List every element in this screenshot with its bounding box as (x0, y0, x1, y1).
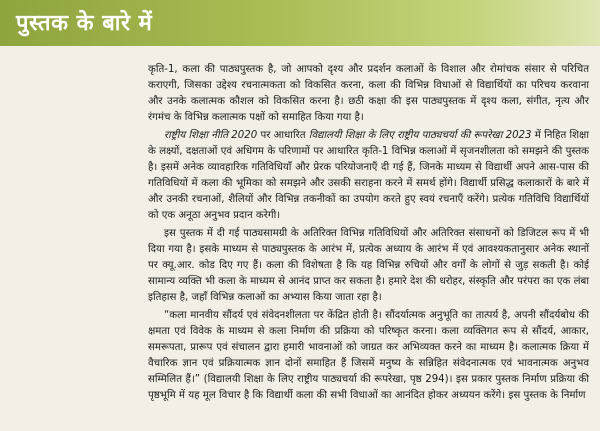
paragraph-3: इस पुस्तक में दी गई पाठ्यसामग्री के अतिरिक्त विभिन्न गतिविधियों और अतिरिक्त संसाधनों को डिजिटल रूप में भी दिया गया है। इसके माध्यम से पाठ्यपुस्तक के आरंभ में, प्रत्येक अध्याय के आरंभ में एवं आवश्यकतानुसार अनेक स्थानों पर क्यू.आर. कोड दिए गए हैं। कला की विशेषता है कि यह विभिन्न रुचियों और वर्गों के लोगों से जुड़ सकती है। कोई सामान्य व्यक्ति भी कला के माध्यम से आनंद प्राप्त कर सकता है। हमारे देश की धरोहर, संस्कृति और परंपरा का एक लंबा इतिहास है, जहाँ विभिन्न कलाओं का अभ्यास किया जाता रहा है। (148, 228, 589, 303)
body-text (148, 62, 589, 406)
policy-title: राष्ट्रीय शिक्षा नीति 2020 (164, 130, 258, 141)
paragraph-2 (148, 128, 589, 224)
paragraph-2-body: में निहित शिक्षा के लक्ष्यों, दक्षताओं एवं अधिगम के परिणामों पर आधारित कृति-1 विभिन्न कलाओं में सृजनशीलता को समझने की पुस्तक है। इसमें अनेक व्यावहारिक गतिविधियाँ और प्रेरक परियोजनाएँ दी गई हैं, जिनके माध्यम से विद्यार्थी अपने आस-पास की गतिविधियों में कला की भूमिका को समझने और उसकी सराहना करने में समर्थ होंगे। विद्यार्थी प्रसिद्ध कलाकारों के बारे में और उनकी रचनाओं, शैलियों और विभिन्न तकनीकों का उपयोग करते हुए स्वयं रचनाएँ करेंगे। प्रत्येक गतिविधि विद्यार्थियों को एक अनूठा अनुभव प्रदान करेगी। (148, 130, 589, 221)
paragraph-4: “कला मानवीय सौंदर्य एवं संवेदनशीलता पर केंद्रित होती है। सौंदर्यात्मक अनुभूति का तात्पर्य है, अपनी सौंदर्यबोध की क्षमता एवं विवेक के माध्यम से कला निर्माण की प्रक्रिया को परिष्कृत करना। कला व्यक्तिगत रूप से सौंदर्य, आकार, समरूपता, प्रारूप एवं संचालन द्वारा हमारी भावनाओं को जाग्रत कर अभिव्यक्त करने का माध्यम है। कलात्मक क्रिया में वैचारिक ज्ञान एवं प्रक्रियात्मक ज्ञान दोनों समाहित हैं जिसमें मनुष्य के सन्निहित संवेदनात्मक एवं भावनात्मक अनुभव सम्मिलित हैं।” (विद्यालयी शिक्षा के लिए राष्ट्रीय पाठ्यचर्या की रूपरेखा, पृष्ठ 294)। इस प्रकार पुस्तक निर्माण प्रक्रिया की पृष्ठभूमि में यह मूल विचार है कि विद्यार्थी कला की सभी विधाओं का आनंदित होकर अध्ययन करेंगे। इस पुस्तक के निर्माण (148, 310, 589, 401)
section-header-bar (0, 0, 600, 46)
paragraph-2-connector: पर आधारित (257, 130, 309, 141)
section-title: पुस्तक के बारे में (16, 11, 153, 36)
framework-title: विद्यालयी शिक्षा के लिए राष्ट्रीय पाठ्यचर्या की रूपरेखा 2023 (308, 130, 532, 141)
paragraph-1: कृति-1, कला की पाठ्यपुस्तक है, जो आपको दृश्य और प्रदर्शन कलाओं के विशाल और रोमांचक संसार से परिचित कराएगी, जिसका उद्देश्य रचनात्मकता को विकसित करना, कला की विभिन्न विधाओं से विद्यार्थियों का परिचय करवाना और उनके कलात्मक कौशल को विकसित करना है। छठी कक्षा की इस पाठ्यपुस्तक में दृश्य कला, संगीत, नृत्य और रंगमंच के विभिन्न कलात्मक पक्षों को समाहित किया गया है। (148, 64, 589, 123)
